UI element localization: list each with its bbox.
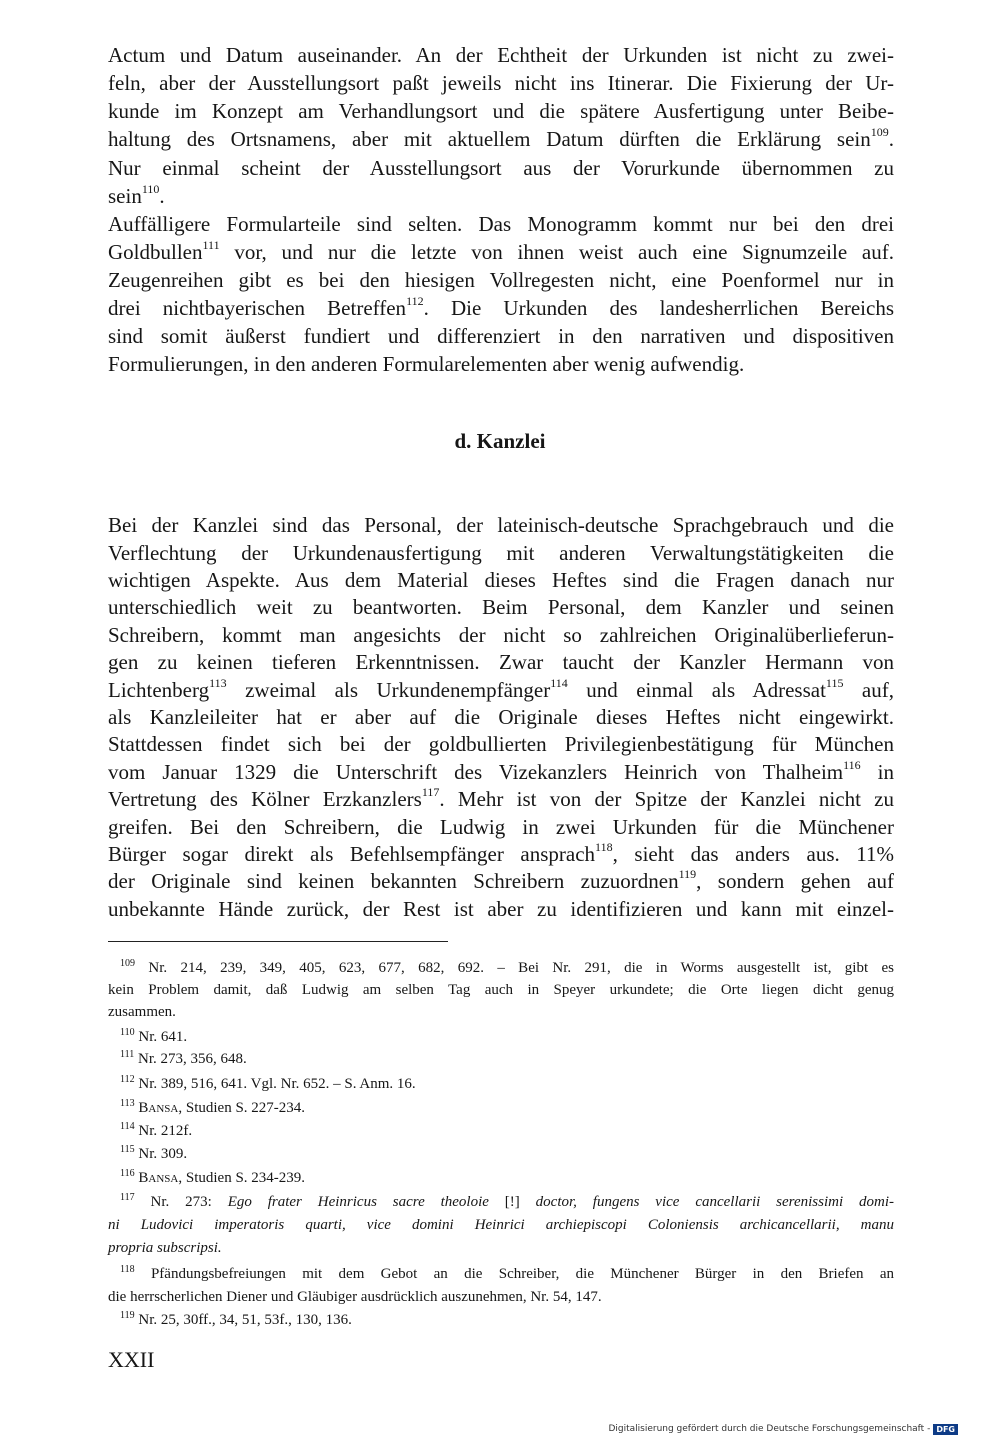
- body-line: kunde im Konzept am Verhandlungsort und die spätere Ausfertigung unter Beibe-: [108, 99, 894, 123]
- body-line: vom Januar 1329 die Unterschrift des Vizekanzlers Heinrich von Thalheim$^{116}$ in: [108, 758, 895, 784]
- body-line: Verflechtung der Urkundenausfertigung mit anderen Verwaltungstätigkeiten die: [108, 541, 894, 565]
- body-line: Vertretung des Kölner Erzkanzlers$^{117}$. Mehr ist von der Spitze der Kanzlei nicht zu: [108, 785, 895, 811]
- body-line: unbekannte Hände zurück, der Rest ist aber zu identifizieren und kann mit einzel-: [108, 897, 894, 921]
- section-heading: d. Kanzlei: [454, 429, 546, 453]
- footnote-119: $^{119}$ Nr. 25, 30ff., 34, 51, 53f., 130, 136.: [120, 1310, 352, 1328]
- body-line: Stattdessen findet sich bei der goldbullierten Privilegienbestätigung für München: [108, 732, 894, 756]
- footnote-number: 117: [120, 1192, 135, 1203]
- footnote-number: 114: [120, 1121, 135, 1132]
- page-number: XXII: [108, 1347, 155, 1372]
- body-line: drei nichtbayerischen Betreffen$^{112}$. Die Urkunden des landesherrlichen Bereichs: [108, 294, 894, 320]
- footnote-ref[interactable]: 119: [678, 867, 697, 881]
- body-line: Actum und Datum auseinander. An der Echtheit der Urkunden ist nicht zu zwei-: [108, 43, 894, 67]
- footnote-separator: [108, 941, 448, 942]
- footnote-ref[interactable]: 114: [550, 676, 568, 690]
- body-line: Auffälligere Formularteile sind selten. Das Monogramm kommt nur bei den drei: [108, 212, 894, 236]
- body-line: sind somit äußerst fundiert und differenziert in den narrativen und dispositiven: [108, 324, 894, 348]
- footnote-ref[interactable]: 109: [870, 125, 889, 139]
- body-line: als Kanzleileiter hat er aber auf die Originale dieses Heftes nicht eingewirkt.: [108, 705, 894, 729]
- footnote-ref[interactable]: 111: [202, 238, 220, 252]
- footnote-number: 111: [120, 1049, 135, 1060]
- body-line: Nur einmal scheint der Ausstellungsort aus der Vorurkunde übernommen zu: [108, 156, 894, 180]
- body-line: Bürger sogar direkt als Befehlsempfänger ansprach$^{118}$, sieht das anders aus. 11%: [108, 840, 894, 866]
- footnote-number: 113: [120, 1098, 135, 1109]
- digitization-credit: [608, 1423, 958, 1435]
- footnote-ref[interactable]: 112: [406, 294, 424, 308]
- footnote-line: propria subscripsi.: [108, 1240, 222, 1256]
- footnote-line: kein Problem damit, daß Ludwig am selben Tag auch in Speyer urkundete; die Orte liegen dicht genug: [108, 982, 894, 998]
- footnote-number: 119: [120, 1310, 135, 1321]
- author-name: Bansa: [138, 1100, 179, 1116]
- body-line: Lichtenberg$^{113}$ zweimal als Urkundenempfänger$^{114}$ und einmal als Adressat$^{115}$ auf,: [108, 676, 894, 702]
- dfg-logo: DFG: [933, 1424, 958, 1435]
- footnote-number: 112: [120, 1074, 135, 1085]
- footnote-number: 115: [120, 1144, 135, 1155]
- footnote-111: $^{111}$ Nr. 273, 356, 648.: [120, 1049, 247, 1067]
- body-line: haltung des Ortsnamens, aber mit aktuellem Datum dürften die Erklärung sein$^{109}$.: [108, 125, 894, 151]
- body-line: Zeugenreihen gibt es bei den hiesigen Vollregesten nicht, eine Poenformel nur in: [108, 268, 894, 292]
- footnote-117: $^{117}$ Nr. 273: Ego frater Heinricus sacre theoloie [!] doctor, fungens vice cancellarii serenissimi domi-: [120, 1192, 894, 1210]
- footnote-ref[interactable]: 115: [825, 676, 844, 690]
- footnote-line: zusammen.: [108, 1004, 176, 1020]
- body-line: Bei der Kanzlei sind das Personal, der lateinisch-deutsche Sprachgebrauch und die: [108, 513, 894, 537]
- footnote-number: 110: [120, 1027, 135, 1038]
- footnote-118: $^{118}$ Pfändungsbefreiungen mit dem Gebot an die Schreiber, die Münchener Bürger in den Briefen an: [120, 1264, 894, 1282]
- body-line: Goldbullen$^{111}$ vor, und nur die letzte von ihnen weist auch eine Signumzeile auf.: [108, 238, 894, 264]
- footnote-number: 109: [120, 958, 135, 969]
- credit-text: Digitalisierung gefördert durch die Deutsche Forschungsgemeinschaft -: [608, 1424, 931, 1434]
- footnote-ref[interactable]: 110: [141, 182, 160, 196]
- footnote-line: ni Ludovici imperatoris quarti, vice domini Heinrici archiepiscopi Coloniensis archicancellarii, manu: [108, 1217, 894, 1233]
- body-line: wichtigen Aspekte. Aus dem Material dieses Heftes sind die Fragen danach nur: [108, 568, 894, 592]
- footnote-115: $^{115}$ Nr. 309.: [120, 1144, 188, 1162]
- footnote-number: 116: [120, 1168, 135, 1179]
- footnote-line: die herrscherlichen Diener und Gläubiger ausdrücklich auszunehmen, Nr. 54, 147.: [108, 1289, 602, 1305]
- footnote-112: $^{112}$ Nr. 389, 516, 641. Vgl. Nr. 652. – S. Anm. 16.: [120, 1074, 416, 1092]
- footnote-116: $^{116}$ Bansa, Studien S. 234-239.: [120, 1168, 306, 1186]
- footnote-114: $^{114}$ Nr. 212f.: [120, 1121, 193, 1139]
- footnote-ref[interactable]: 118: [595, 840, 613, 854]
- body-line: Formulierungen, in den anderen Formularelementen aber wenig aufwendig.: [108, 352, 745, 376]
- footnote-109: $^{109}$ Nr. 214, 239, 349, 405, 623, 677, 682, 692. – Bei Nr. 291, die in Worms ausgestellt ist, gibt es: [120, 958, 894, 976]
- footnote-110: $^{110}$ Nr. 641.: [120, 1027, 188, 1045]
- footnote-number: 118: [120, 1264, 135, 1275]
- body-line: sein$^{110}$.: [108, 182, 165, 208]
- footnote-ref[interactable]: 113: [209, 676, 227, 690]
- footnote-ref[interactable]: 116: [843, 758, 861, 772]
- body-line: greifen. Bei den Schreibern, die Ludwig in zwei Urkunden für die Münchener: [108, 815, 894, 839]
- body-line: gen zu keinen tieferen Erkenntnissen. Zwar taucht der Kanzler Hermann von: [108, 650, 894, 674]
- footnote-113: $^{113}$ Bansa, Studien S. 227-234.: [120, 1098, 306, 1116]
- footnote-ref[interactable]: 117: [421, 785, 440, 799]
- body-line: der Originale sind keinen bekannten Schreibern zuzuordnen$^{119}$, sondern gehen auf: [108, 867, 894, 893]
- body-line: unterschiedlich weit zu beantworten. Beim Personal, dem Kanzler und seinen: [108, 595, 894, 619]
- author-name: Bansa: [138, 1170, 179, 1186]
- body-line: Schreibern, kommt man angesichts der nicht so zahlreichen Originalüberlieferun-: [108, 623, 894, 647]
- body-line: feln, aber der Ausstellungsort paßt jeweils nicht ins Itinerar. Die Fixierung der Ur-: [108, 71, 894, 95]
